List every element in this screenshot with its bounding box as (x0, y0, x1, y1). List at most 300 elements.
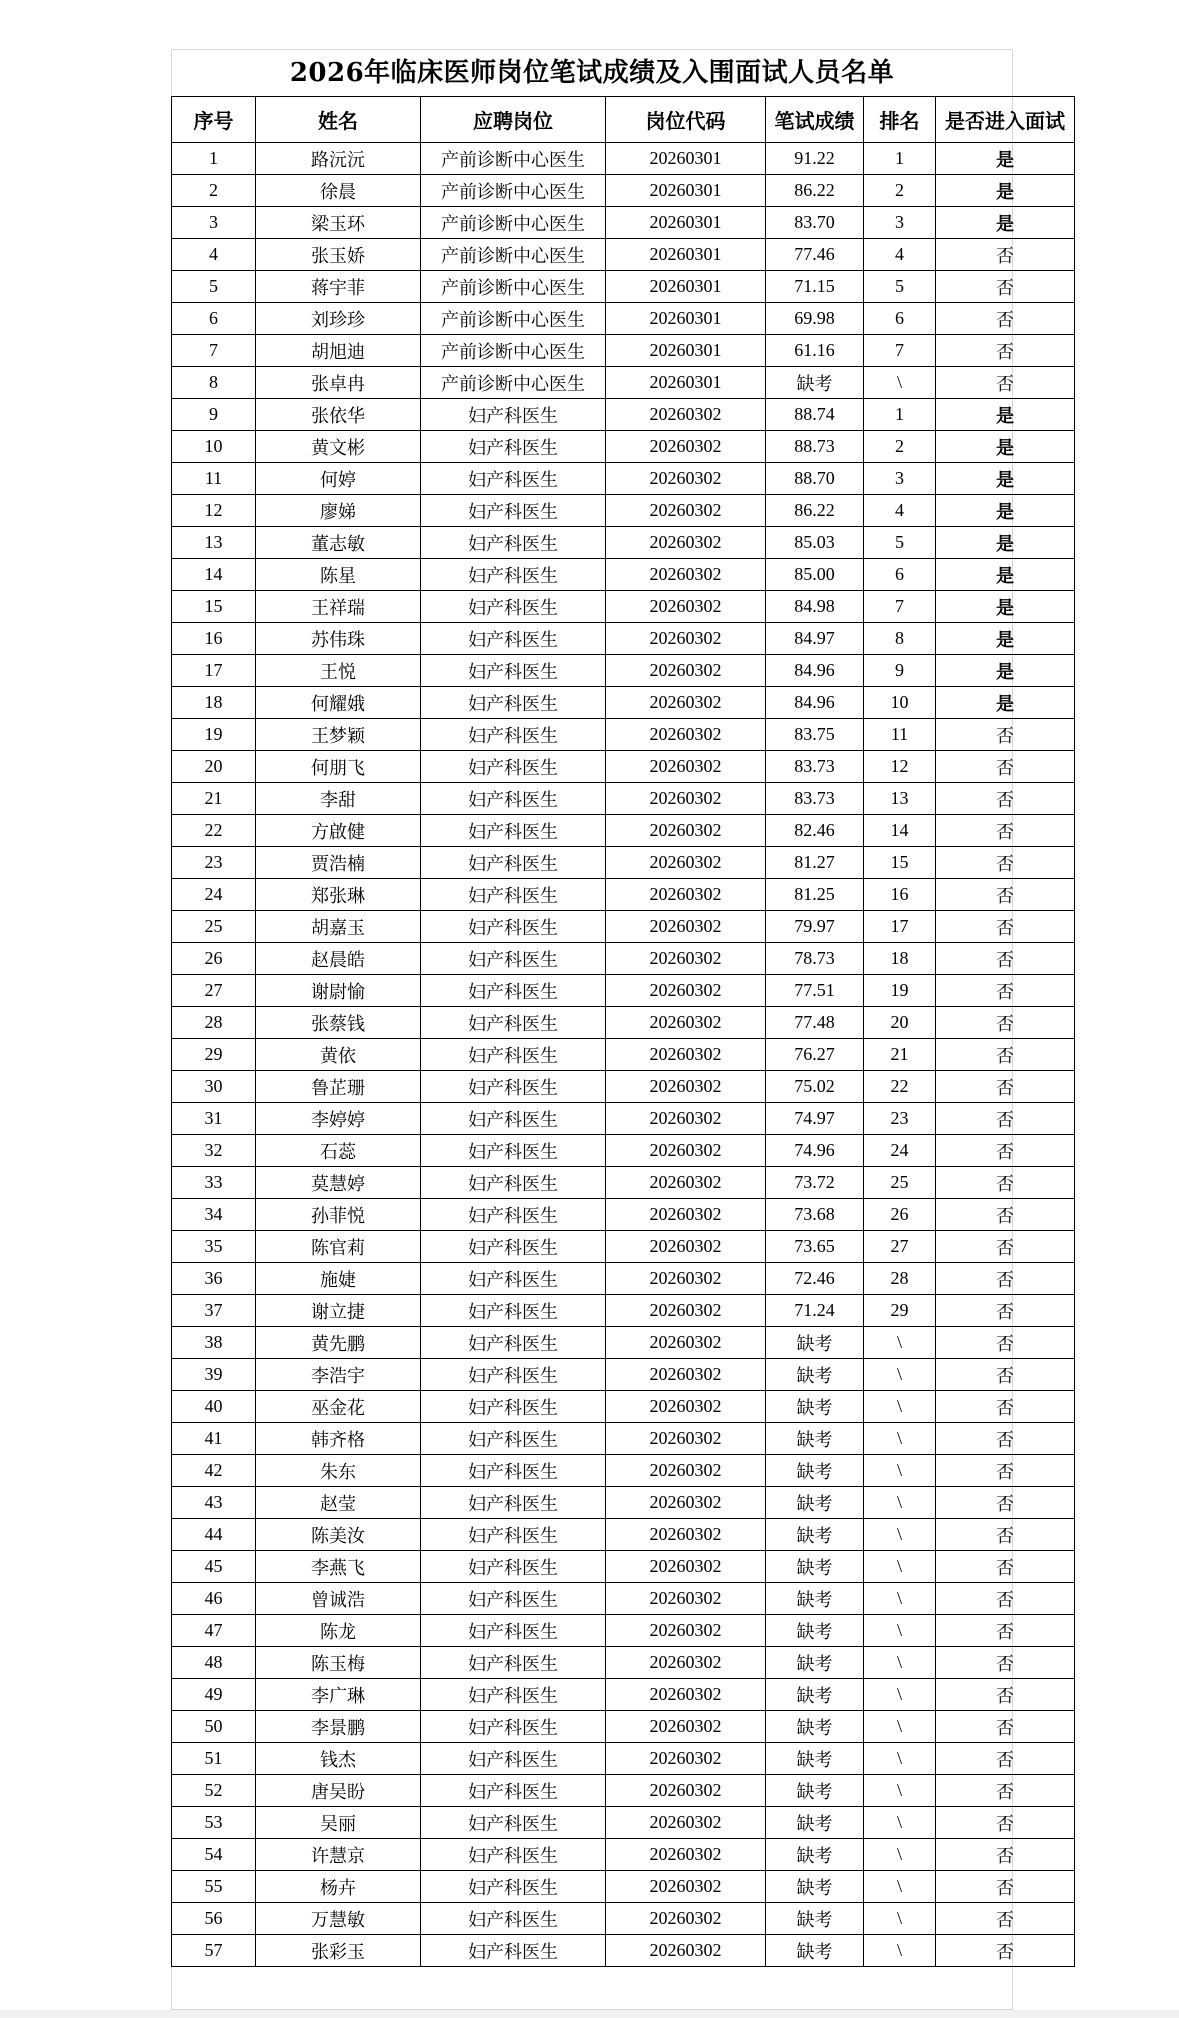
header-serial: 序号 (172, 97, 256, 143)
cell-position-code: 20260302 (606, 1807, 766, 1839)
cell-rank: 14 (864, 815, 936, 847)
cell-interview: 否 (936, 783, 1075, 815)
table-row (172, 1615, 1075, 1647)
cell-rank: \ (864, 1679, 936, 1711)
cell-interview: 否 (936, 1327, 1075, 1359)
cell-position-code: 20260302 (606, 591, 766, 623)
cell-interview: 否 (936, 1007, 1075, 1039)
cell-position: 妇产科医生 (421, 1583, 606, 1615)
cell-exam-score: 71.24 (766, 1295, 864, 1327)
cell-name: 陈玉梅 (256, 1647, 421, 1679)
cell-exam-score: 83.73 (766, 751, 864, 783)
cell-position: 妇产科医生 (421, 1135, 606, 1167)
cell-exam-score: 缺考 (766, 1839, 864, 1871)
cell-position-code: 20260302 (606, 1423, 766, 1455)
cell-position-code: 20260302 (606, 1839, 766, 1871)
table-row (172, 1839, 1075, 1871)
cell-serial: 44 (172, 1519, 256, 1551)
cell-position: 妇产科医生 (421, 783, 606, 815)
cell-name: 贾浩楠 (256, 847, 421, 879)
table-row (172, 847, 1075, 879)
cell-interview: 否 (936, 367, 1075, 399)
cell-position: 妇产科医生 (421, 431, 606, 463)
cell-rank: 6 (864, 559, 936, 591)
cell-position: 产前诊断中心医生 (421, 143, 606, 175)
cell-position-code: 20260302 (606, 399, 766, 431)
table-row (172, 207, 1075, 239)
cell-exam-score: 79.97 (766, 911, 864, 943)
cell-serial: 26 (172, 943, 256, 975)
document-title: 2026年临床医师岗位笔试成绩及入围面试人员名单 (289, 58, 895, 88)
cell-interview: 是 (936, 431, 1075, 463)
cell-position-code: 20260302 (606, 815, 766, 847)
cell-interview: 是 (936, 143, 1075, 175)
cell-rank: 18 (864, 943, 936, 975)
cell-name: 吴丽 (256, 1807, 421, 1839)
cell-serial: 6 (172, 303, 256, 335)
table-row (172, 431, 1075, 463)
cell-serial: 41 (172, 1423, 256, 1455)
cell-rank: 15 (864, 847, 936, 879)
cell-serial: 23 (172, 847, 256, 879)
cell-interview: 否 (936, 1071, 1075, 1103)
cell-name: 鲁芷珊 (256, 1071, 421, 1103)
cell-name: 李甜 (256, 783, 421, 815)
cell-interview: 否 (936, 271, 1075, 303)
cell-serial: 43 (172, 1487, 256, 1519)
cell-interview: 否 (936, 815, 1075, 847)
cell-rank: 28 (864, 1263, 936, 1295)
cell-rank: \ (864, 1647, 936, 1679)
cell-name: 张依华 (256, 399, 421, 431)
cell-position-code: 20260302 (606, 1551, 766, 1583)
table-row (172, 751, 1075, 783)
cell-name: 李燕飞 (256, 1551, 421, 1583)
cell-name: 赵晨皓 (256, 943, 421, 975)
cell-position: 妇产科医生 (421, 1039, 606, 1071)
table-row (172, 335, 1075, 367)
cell-exam-score: 88.74 (766, 399, 864, 431)
cell-interview: 否 (936, 1903, 1075, 1935)
cell-position: 妇产科医生 (421, 815, 606, 847)
cell-interview: 否 (936, 1487, 1075, 1519)
cell-rank: 29 (864, 1295, 936, 1327)
table-row (172, 463, 1075, 495)
cell-serial: 32 (172, 1135, 256, 1167)
cell-interview: 否 (936, 1455, 1075, 1487)
cell-interview: 是 (936, 623, 1075, 655)
cell-interview: 否 (936, 1167, 1075, 1199)
cell-interview: 是 (936, 527, 1075, 559)
cell-serial: 51 (172, 1743, 256, 1775)
cell-position: 妇产科医生 (421, 1615, 606, 1647)
cell-position-code: 20260302 (606, 1359, 766, 1391)
cell-interview: 否 (936, 1871, 1075, 1903)
table-row (172, 1519, 1075, 1551)
cell-position-code: 20260302 (606, 1647, 766, 1679)
table-row (172, 1775, 1075, 1807)
cell-position: 妇产科医生 (421, 1679, 606, 1711)
cell-exam-score: 缺考 (766, 1807, 864, 1839)
cell-exam-score: 81.27 (766, 847, 864, 879)
cell-name: 万慧敏 (256, 1903, 421, 1935)
cell-position-code: 20260302 (606, 1679, 766, 1711)
cell-name: 胡旭迪 (256, 335, 421, 367)
header-position: 应聘岗位 (421, 97, 606, 143)
cell-interview: 否 (936, 1679, 1075, 1711)
header-exam-score: 笔试成绩 (766, 97, 864, 143)
cell-serial: 57 (172, 1935, 256, 1967)
cell-name: 李景鹏 (256, 1711, 421, 1743)
table-row (172, 943, 1075, 975)
cell-serial: 31 (172, 1103, 256, 1135)
cell-position-code: 20260301 (606, 143, 766, 175)
cell-position: 妇产科医生 (421, 687, 606, 719)
cell-exam-score: 82.46 (766, 815, 864, 847)
cell-serial: 42 (172, 1455, 256, 1487)
cell-rank: \ (864, 1551, 936, 1583)
cell-serial: 5 (172, 271, 256, 303)
cell-name: 黄依 (256, 1039, 421, 1071)
cell-exam-score: 73.65 (766, 1231, 864, 1263)
table-row (172, 1647, 1075, 1679)
cell-name: 李婷婷 (256, 1103, 421, 1135)
cell-position: 产前诊断中心医生 (421, 303, 606, 335)
cell-interview: 否 (936, 719, 1075, 751)
cell-exam-score: 缺考 (766, 1487, 864, 1519)
cell-serial: 35 (172, 1231, 256, 1263)
cell-name: 朱东 (256, 1455, 421, 1487)
cell-exam-score: 86.22 (766, 495, 864, 527)
cell-rank: 22 (864, 1071, 936, 1103)
cell-exam-score: 85.00 (766, 559, 864, 591)
cell-rank: 12 (864, 751, 936, 783)
cell-serial: 22 (172, 815, 256, 847)
cell-position-code: 20260302 (606, 559, 766, 591)
cell-exam-score: 74.97 (766, 1103, 864, 1135)
cell-exam-score: 69.98 (766, 303, 864, 335)
cell-interview: 否 (936, 911, 1075, 943)
cell-serial: 8 (172, 367, 256, 399)
table-row (172, 1743, 1075, 1775)
cell-interview: 是 (936, 463, 1075, 495)
cell-exam-score: 73.68 (766, 1199, 864, 1231)
cell-position-code: 20260302 (606, 1007, 766, 1039)
cell-name: 张玉娇 (256, 239, 421, 271)
cell-exam-score: 缺考 (766, 1583, 864, 1615)
cell-position: 妇产科医生 (421, 1807, 606, 1839)
cell-position-code: 20260302 (606, 1935, 766, 1967)
table-row (172, 1135, 1075, 1167)
table-row (172, 1359, 1075, 1391)
cell-rank: \ (864, 1775, 936, 1807)
cell-interview: 是 (936, 399, 1075, 431)
cell-exam-score: 77.51 (766, 975, 864, 1007)
table-row (172, 559, 1075, 591)
table-row (172, 1871, 1075, 1903)
cell-position-code: 20260302 (606, 1103, 766, 1135)
cell-interview: 否 (936, 1039, 1075, 1071)
cell-position-code: 20260302 (606, 1199, 766, 1231)
cell-position-code: 20260302 (606, 623, 766, 655)
cell-rank: \ (864, 1743, 936, 1775)
cell-interview: 否 (936, 847, 1075, 879)
cell-exam-score: 缺考 (766, 1871, 864, 1903)
cell-name: 张蔡钱 (256, 1007, 421, 1039)
table-row (172, 1263, 1075, 1295)
cell-position: 妇产科医生 (421, 399, 606, 431)
cell-name: 郑张琳 (256, 879, 421, 911)
cell-name: 韩齐格 (256, 1423, 421, 1455)
cell-position: 妇产科医生 (421, 1839, 606, 1871)
cell-serial: 9 (172, 399, 256, 431)
cell-rank: 2 (864, 431, 936, 463)
cell-interview: 是 (936, 495, 1075, 527)
cell-exam-score: 84.96 (766, 655, 864, 687)
cell-exam-score: 85.03 (766, 527, 864, 559)
cell-position: 妇产科医生 (421, 1167, 606, 1199)
cell-interview: 否 (936, 1743, 1075, 1775)
cell-name: 谢尉愉 (256, 975, 421, 1007)
cell-position: 妇产科医生 (421, 1263, 606, 1295)
cell-interview: 否 (936, 1551, 1075, 1583)
cell-serial: 55 (172, 1871, 256, 1903)
cell-exam-score: 88.70 (766, 463, 864, 495)
cell-interview: 是 (936, 207, 1075, 239)
cell-exam-score: 84.98 (766, 591, 864, 623)
cell-rank: 20 (864, 1007, 936, 1039)
cell-interview: 否 (936, 1135, 1075, 1167)
cell-serial: 56 (172, 1903, 256, 1935)
cell-position-code: 20260302 (606, 1039, 766, 1071)
table-row (172, 1711, 1075, 1743)
cell-rank: 17 (864, 911, 936, 943)
cell-position: 妇产科医生 (421, 1231, 606, 1263)
cell-rank: \ (864, 1359, 936, 1391)
cell-interview: 否 (936, 1615, 1075, 1647)
cell-rank: \ (864, 1455, 936, 1487)
cell-serial: 49 (172, 1679, 256, 1711)
cell-name: 路沅沅 (256, 143, 421, 175)
cell-serial: 18 (172, 687, 256, 719)
cell-position: 妇产科医生 (421, 463, 606, 495)
table-row (172, 687, 1075, 719)
cell-serial: 33 (172, 1167, 256, 1199)
table-row (172, 1487, 1075, 1519)
cell-interview: 否 (936, 239, 1075, 271)
cell-name: 何耀娥 (256, 687, 421, 719)
cell-interview: 否 (936, 335, 1075, 367)
cell-position-code: 20260302 (606, 1711, 766, 1743)
table-row (172, 1391, 1075, 1423)
cell-serial: 46 (172, 1583, 256, 1615)
cell-exam-score: 75.02 (766, 1071, 864, 1103)
cell-position: 产前诊断中心医生 (421, 335, 606, 367)
cell-serial: 47 (172, 1615, 256, 1647)
cell-position: 妇产科医生 (421, 1935, 606, 1967)
cell-serial: 30 (172, 1071, 256, 1103)
cell-exam-score: 88.73 (766, 431, 864, 463)
cell-rank: \ (864, 1583, 936, 1615)
cell-serial: 28 (172, 1007, 256, 1039)
table-row (172, 1071, 1075, 1103)
cell-exam-score: 缺考 (766, 1935, 864, 1967)
cell-exam-score: 缺考 (766, 1423, 864, 1455)
cell-position-code: 20260302 (606, 1231, 766, 1263)
cell-position-code: 20260302 (606, 1519, 766, 1551)
table-row (172, 1295, 1075, 1327)
cell-serial: 39 (172, 1359, 256, 1391)
cell-serial: 13 (172, 527, 256, 559)
table-row (172, 495, 1075, 527)
table-row (172, 911, 1075, 943)
cell-position: 妇产科医生 (421, 751, 606, 783)
cell-position-code: 20260302 (606, 975, 766, 1007)
cell-position: 妇产科医生 (421, 655, 606, 687)
cell-interview: 否 (936, 1199, 1075, 1231)
cell-rank: 23 (864, 1103, 936, 1135)
cell-exam-score: 61.16 (766, 335, 864, 367)
table-row (172, 655, 1075, 687)
cell-position-code: 20260302 (606, 1615, 766, 1647)
cell-position-code: 20260302 (606, 1263, 766, 1295)
cell-name: 李浩宇 (256, 1359, 421, 1391)
cell-name: 孙菲悦 (256, 1199, 421, 1231)
cell-position-code: 20260302 (606, 495, 766, 527)
cell-rank: 4 (864, 239, 936, 271)
cell-rank: 5 (864, 527, 936, 559)
table-row (172, 1231, 1075, 1263)
cell-serial: 20 (172, 751, 256, 783)
cell-interview: 否 (936, 1711, 1075, 1743)
cell-position: 妇产科医生 (421, 719, 606, 751)
cell-interview: 否 (936, 303, 1075, 335)
table-row (172, 1551, 1075, 1583)
cell-rank: \ (864, 1327, 936, 1359)
cell-position-code: 20260301 (606, 303, 766, 335)
cell-name: 唐吴盼 (256, 1775, 421, 1807)
cell-interview: 是 (936, 591, 1075, 623)
cell-serial: 38 (172, 1327, 256, 1359)
cell-exam-score: 77.46 (766, 239, 864, 271)
cell-position-code: 20260302 (606, 783, 766, 815)
cell-serial: 1 (172, 143, 256, 175)
cell-serial: 34 (172, 1199, 256, 1231)
table-row (172, 1935, 1075, 1967)
cell-interview: 否 (936, 1807, 1075, 1839)
cell-position: 妇产科医生 (421, 1647, 606, 1679)
cell-exam-score: 缺考 (766, 1647, 864, 1679)
cell-serial: 14 (172, 559, 256, 591)
cell-name: 陈官莉 (256, 1231, 421, 1263)
cell-name: 李广琳 (256, 1679, 421, 1711)
cell-rank: \ (864, 1807, 936, 1839)
table-row (172, 719, 1075, 751)
cell-position-code: 20260302 (606, 943, 766, 975)
cell-name: 莫慧婷 (256, 1167, 421, 1199)
cell-name: 陈美汝 (256, 1519, 421, 1551)
cell-name: 石蕊 (256, 1135, 421, 1167)
table-row (172, 815, 1075, 847)
cell-position: 妇产科医生 (421, 1487, 606, 1519)
cell-interview: 是 (936, 559, 1075, 591)
cell-rank: \ (864, 1839, 936, 1871)
cell-position-code: 20260301 (606, 239, 766, 271)
cell-rank: \ (864, 1423, 936, 1455)
cell-interview: 否 (936, 1231, 1075, 1263)
cell-rank: \ (864, 1487, 936, 1519)
cell-exam-score: 缺考 (766, 1711, 864, 1743)
cell-name: 王祥瑞 (256, 591, 421, 623)
cell-position: 妇产科医生 (421, 1871, 606, 1903)
cell-serial: 37 (172, 1295, 256, 1327)
cell-serial: 50 (172, 1711, 256, 1743)
cell-position: 妇产科医生 (421, 1775, 606, 1807)
cell-interview: 否 (936, 1359, 1075, 1391)
cell-position: 妇产科医生 (421, 1551, 606, 1583)
table-row (172, 1199, 1075, 1231)
cell-position-code: 20260302 (606, 1455, 766, 1487)
cell-serial: 29 (172, 1039, 256, 1071)
cell-name: 刘珍珍 (256, 303, 421, 335)
table-row (172, 1679, 1075, 1711)
cell-name: 王梦颖 (256, 719, 421, 751)
cell-serial: 17 (172, 655, 256, 687)
cell-name: 谢立捷 (256, 1295, 421, 1327)
cell-position-code: 20260302 (606, 1295, 766, 1327)
cell-interview: 否 (936, 1295, 1075, 1327)
cell-serial: 24 (172, 879, 256, 911)
cell-interview: 否 (936, 1423, 1075, 1455)
cell-exam-score: 缺考 (766, 1455, 864, 1487)
cell-serial: 52 (172, 1775, 256, 1807)
cell-position-code: 20260302 (606, 527, 766, 559)
cell-name: 杨卉 (256, 1871, 421, 1903)
cell-rank: 24 (864, 1135, 936, 1167)
cell-exam-score: 缺考 (766, 1359, 864, 1391)
cell-rank: 1 (864, 399, 936, 431)
cell-serial: 40 (172, 1391, 256, 1423)
cell-serial: 10 (172, 431, 256, 463)
header-rank: 排名 (864, 97, 936, 143)
cell-position-code: 20260302 (606, 1135, 766, 1167)
cell-exam-score: 83.75 (766, 719, 864, 751)
cell-interview: 否 (936, 879, 1075, 911)
table-body (172, 143, 1075, 1967)
cell-exam-score: 72.46 (766, 1263, 864, 1295)
cell-interview: 否 (936, 1935, 1075, 1967)
table-row (172, 975, 1075, 1007)
cell-serial: 15 (172, 591, 256, 623)
cell-position: 妇产科医生 (421, 1423, 606, 1455)
cell-position-code: 20260302 (606, 1167, 766, 1199)
cell-rank: 8 (864, 623, 936, 655)
cell-position: 妇产科医生 (421, 943, 606, 975)
page-bottom-edge (0, 2010, 1179, 2018)
cell-rank: 25 (864, 1167, 936, 1199)
cell-exam-score: 84.97 (766, 623, 864, 655)
table-row (172, 175, 1075, 207)
table-row (172, 1423, 1075, 1455)
cell-position: 妇产科医生 (421, 975, 606, 1007)
cell-position: 妇产科医生 (421, 1519, 606, 1551)
cell-position-code: 20260302 (606, 655, 766, 687)
cell-position-code: 20260302 (606, 1071, 766, 1103)
table-row (172, 1103, 1075, 1135)
cell-position: 妇产科医生 (421, 527, 606, 559)
table-row (172, 1327, 1075, 1359)
cell-position: 妇产科医生 (421, 911, 606, 943)
